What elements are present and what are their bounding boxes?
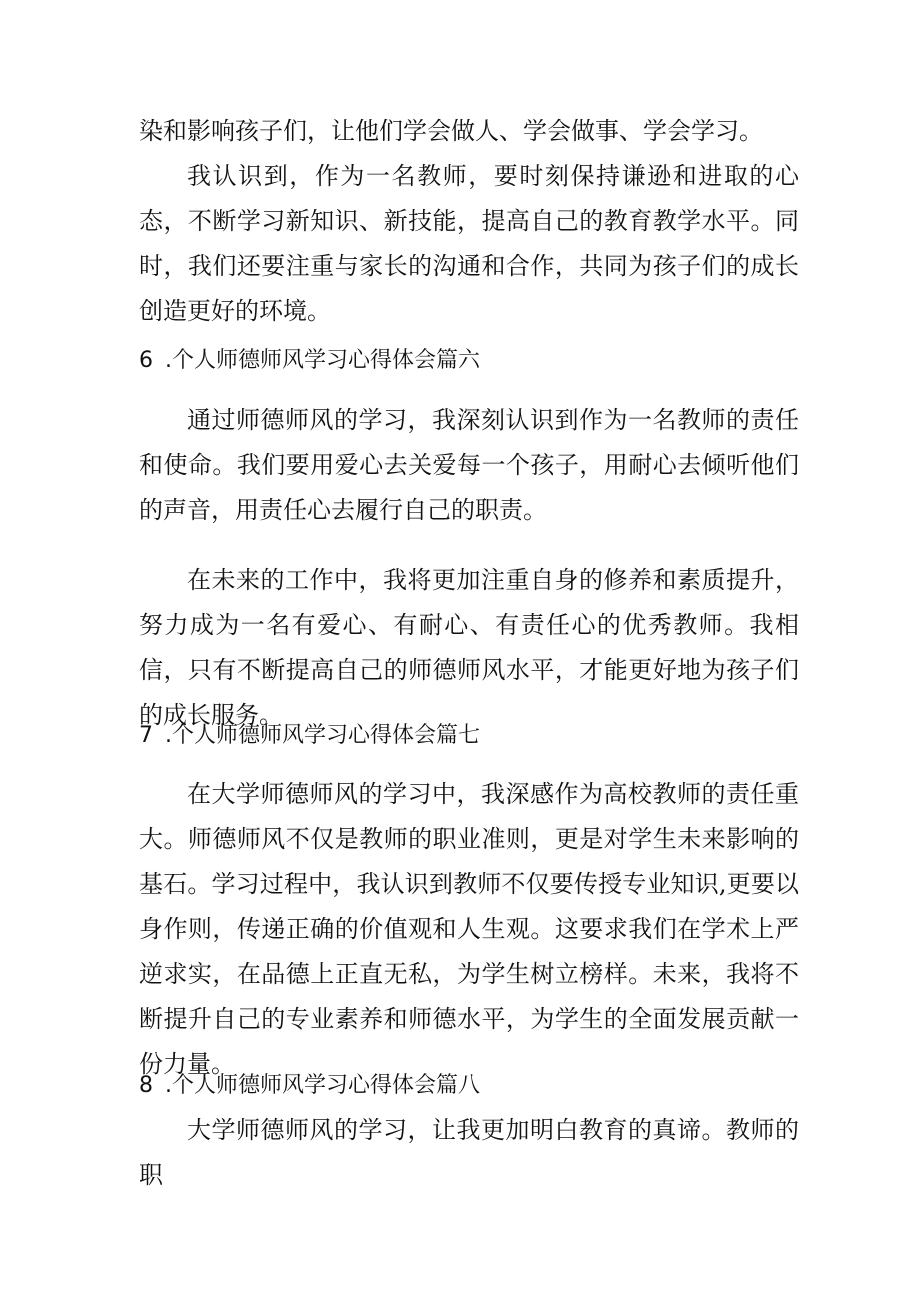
- section-number: 8: [139, 1073, 153, 1098]
- section-title: .个人师德师风学习心得体会篇八: [165, 1073, 480, 1098]
- section-number: 7: [139, 723, 153, 748]
- section-title: .个人师德师风学习心得体会篇七: [165, 723, 480, 748]
- section7-paragraph-1: 在大学师德师风的学习中，我深感作为高校教师的责任重大。师德师风不仅是教师的职业准则，更是对学生未来影响的基石。学习过程中，我认识到教师不仅要传授专业知识,更要以身作则，传递正确的价值观和人生观。这要求我们在学术上严逆求实，在品德上正直无私，为学生树立榜样。未来，我将不断提升自己的专业素养和师德水平，为学生的全面发展贡献一份力量。: [139, 780, 799, 1078]
- section-number: 6: [139, 348, 153, 373]
- section8-paragraph-1: 大学师德师风的学习，让我更加明白教育的真谛。教师的职: [139, 1116, 799, 1189]
- paragraph-recognize: 我认识到，作为一名教师，要时刻保持谦逊和进取的心态，不断学习新知识、新技能，提高自己的教育教学水平。同时，我们还要注重与家长的沟通和合作，共同为孩子们的成长创造更好的环境。: [139, 162, 799, 325]
- section-heading-7: [139, 713, 799, 758]
- section-title: .个人师德师风学习心得体会篇六: [165, 348, 480, 373]
- section-heading-6: [139, 338, 799, 383]
- section6-paragraph-1: 通过师德师风的学习，我深刻认识到作为一名教师的责任和使命。我们要用爱心去关爱每一个孩子，用耐心去倾听他们的声音，用责任心去履行自己的职责。: [139, 406, 799, 524]
- section6-paragraph-2: 在未来的工作中，我将更加注重自身的修养和素质提升，努力成为一名有爱心、有耐心、有责任心的优秀教师。我相信，只有不断提高自己的师德师风水平，才能更好地为孩子们的成长服务。: [139, 566, 799, 729]
- section-heading-8: [139, 1063, 799, 1108]
- paragraph-continued: 染和影响孩子们，让他们学会做人、学会做事、学会学习。: [139, 117, 763, 145]
